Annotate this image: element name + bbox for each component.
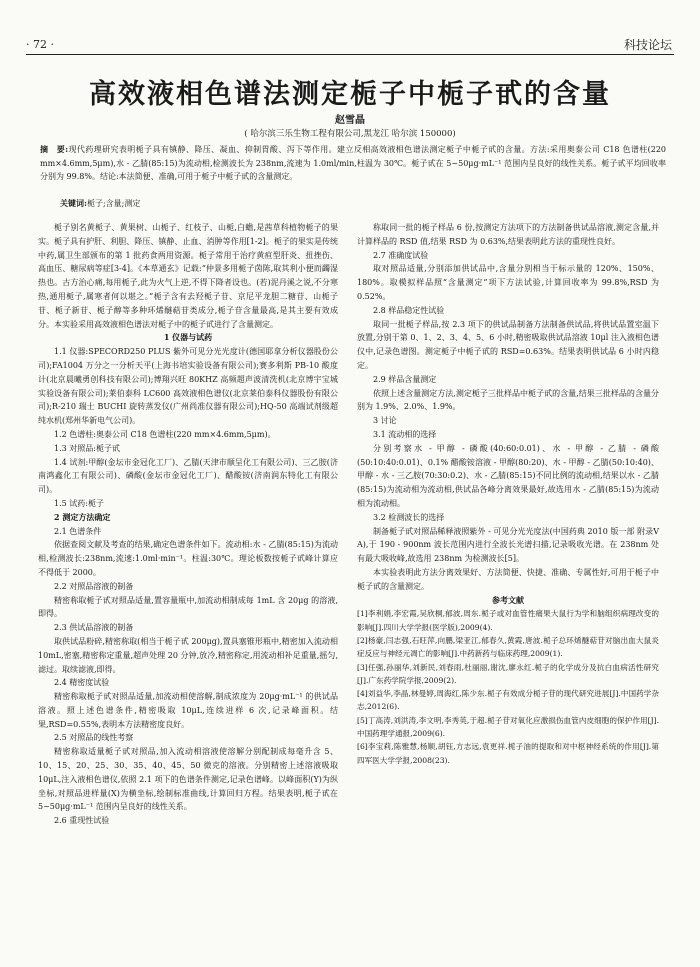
paragraph: 2.4 精密度试验: [54, 678, 110, 688]
paragraph: 3.2 检测波长的选择: [373, 512, 445, 522]
paragraph: 分别考察水 - 甲醇 - 磷酸(40:60:0.01)、水 - 甲醇 - 乙腈 - 磷酸(50:10:40:0.01)、0.1% 醋酸铵溶液 - 甲醇(80:20)、水 - 甲醇 - 乙腈(50:10:40)、甲醇 - 水 - 三乙胺(70:30:0.2)、水 - 乙腈(85:15)不同比例的流动相,结果以水 - 乙腈(85:15)为流动相为流动相,供试品各峰分离效果最好,故选用水 - 乙腈(85:15)为流动相为流动相。: [357, 443, 659, 508]
article-title: 高效液相色谱法测定栀子中栀子甙的含量: [89, 79, 611, 110]
paragraph: 2.2 对照品溶液的制备: [54, 581, 134, 591]
paragraph: 取对照品适量,分别添加供试品中,含量分别相当于标示量的 120%、150%、180%。取模拟样品照“含量测定”项下方法试验,计算回收率为 99.8%,RSD 为 0.52%。: [357, 264, 659, 301]
paragraph: 2.9 样品含量测定: [373, 374, 437, 384]
section-heading: 2 测定方法确定: [54, 511, 111, 522]
reference-item: [5]丁高涛,刘洪涛,李文明,李秀英,于超.栀子苷对氧化应激损伤血管内皮细胞的保护作用[J].中国药理学通报,2009(6).: [357, 715, 659, 738]
reference-item: [3]任强,孙丽华,刘新民,刘春雨,杜丽丽,谢沈,廖永红.栀子的化学成分及抗白血病活性研究[J].广东药学院学报,2009(2).: [357, 662, 659, 685]
page-header: [0, 0, 700, 52]
page-number: · 72 ·: [26, 38, 54, 51]
reference-item: [2]杨豪,闫志强,石旺萍,向鹏,梁亚江,郁春久,黄霞,唐波.栀子总环烯醚萜苷对脑出血大鼠炎症反应与神经元凋亡的影响[J].中药新药与临床药理,2009(1).: [357, 635, 659, 659]
paragraph: 2.6 重现性试验: [54, 816, 110, 826]
paragraph: 2.1 色谱条件: [54, 526, 102, 536]
section-title: 科技论坛: [623, 38, 672, 52]
paragraph: 称取同一批的栀子样品 6 份,按测定方法项下的方法制备供试品溶液,测定含量,并计算样品的 RSD 值,结果 RSD 为 0.63%,结果表明此方法的重现性良好。: [357, 223, 659, 246]
paragraph: 依据查阅文献及考查的结果,确定色谱条件如下。流动相:水 - 乙腈(85:15)为流动相,检测波长:238nm,流速:1.0ml·min⁻¹。柱温:30℃。理论板数按栀子甙峰计算应不得低于 2000。: [38, 540, 338, 577]
keywords-text: 栀子;含量;测定: [86, 199, 141, 208]
paragraph: 依照上述含量测定方法,测定栀子三批样品中栀子甙的含量,结果三批样品的含量分别为 1.9%、2.0%、1.9%。: [357, 388, 659, 412]
keywords: [60, 198, 140, 209]
paragraph: 取供试品粉碎,精密称取(相当于栀子甙 200μg),置具塞锥形瓶中,精密加入流动相 10mL,密塞,精密称定重量,超声处理 20 分钟,放冷,精密称定,用流动相补足重量,摇匀,滤过。取续滤液,即得。: [38, 636, 338, 674]
paragraph: 2.8 样品稳定性试验: [373, 305, 445, 315]
paragraph: 2.5 对照品的线性考察: [54, 733, 134, 743]
author: 赵雪晶: [335, 115, 365, 126]
paragraph: 本实验表明此方法分离效果好、方法简便、快捷、准确、专属性好,可用于栀子中栀子甙的含量测定。: [357, 567, 659, 591]
paragraph: 3 讨论: [373, 416, 397, 426]
paragraph: 1.4 试剂:甲醇(金坛市金冠化工厂)、乙腈(天津市顺呈化工有限公司)、三乙胺(济南鸿鑫化工有限公司)、磷酸(金坛市金冠化工厂)、醋酸铵(济南润东特化工有限公司)。: [38, 457, 338, 495]
paragraph: 3.1 流动相的选择: [373, 429, 437, 439]
right-column: [357, 221, 659, 767]
header-rule: [26, 54, 674, 55]
paragraph: 制备栀子甙对照品稀释液照紫外 - 可见分光光度法(中国药典 2010 版一部 附录Ⅴ A),于 190 - 900nm 波长范围内进行全波长光谱扫描,记录吸收光谱。在 238nm 处有最大吸收峰,故选用 238nm 为检测波长[5]。: [357, 526, 659, 564]
paragraph: 1.2 色谱柱:奥泰公司 C18 色谱柱(220 mm×4.6mm,5μm)。: [54, 429, 276, 439]
paragraph: 精密称取适量栀子甙对照品,加入流动相溶液使溶解分别配制成每毫升含 5、10、15、20、25、30、35、40、45、50 微克的溶液。分别精密上述溶液吸取 10μL,注入液相色谱仪,依照 2.1 项下的色谱条件测定,记录色谱峰。以峰面积(Y)为纵坐标,对照品进样量(X)为横坐标,绘制标准曲线,计算回归方程。结果表明,栀子甙在 5~50μg·mL⁻¹ 范围内呈良好的线性关系。: [38, 747, 338, 812]
paragraph: 2.7 准确度试验: [373, 250, 429, 260]
paragraph: 2.3 供试品溶液的制备: [54, 623, 134, 633]
paragraph: 精密称取栀子甙对照品适量,加流动相使溶解,制成浓度为 20μg·mL⁻¹ 的供试品溶液。照上述色谱条件,精密吸取 10μL,连续进样 6 次,记录峰面积。结果,RSD=0.55%,表明本方法精密度良好。: [38, 692, 338, 729]
paragraph: 1.3 对照品:栀子甙: [54, 443, 120, 453]
abstract-label: 摘 要:: [40, 144, 69, 154]
section-heading: 1 仪器与试药: [163, 332, 213, 343]
abstract: [40, 143, 666, 184]
paragraph: 栀子别名黄栀子、黄果树、山栀子、红枝子、山栀,白蟾,是茜草科植物栀子的果实。栀子具有护肝、利胆、降压、镇静、止血、消肿等作用[1-2]。栀子的果实是传统中药,属卫生部颁布的第 1 批药食两用资源。栀子常用于治疗黄疸型肝炎、扭挫伤、高血压、糖尿病等症[3-4]。《本草通玄》记载:“仲景多用栀子茵陈,取其利小便而蠲湿热也。古方治心痛,每用栀子,此为火气上逆,不得下降者设也。(若)泥丹溪之说,不分寒热,通用栀子,属寒者何以堪之。”栀子含有去羟栀子苷、京尼平龙胆二糖苷、山栀子苷、栀子新苷、栀子醇等多种环烯醚萜苷类成分,栀子苷含量最高,是其主要有效成分。本实验采用高效液相色谱法对栀子中的栀子甙进行了含量测定。: [38, 223, 338, 329]
affiliation: ( 哈尔滨三乐生物工程有限公司,黑龙江 哈尔滨 150000): [244, 129, 456, 139]
paragraph: 精密称取栀子甙对照品适量,置容量瓶中,加流动相制成每 1mL 含 20μg 的溶液,即得。: [38, 595, 338, 619]
paragraph: 取同一批栀子样品,按 2.3 项下的供试品制备方法制备供试品,将供试品置室温下放置,分别于第 0、1、2、3、4、5、6 小时,精密吸取供试品溶液 10μl 注入液相色谱仪中,记录色谱图。测定栀子中栀子甙的 RSD=0.63%。结果表明供试品 6 小时内稳定。: [357, 319, 659, 370]
left-column: [38, 221, 338, 828]
paragraph: 1.5 试药:栀子: [54, 498, 104, 508]
keywords-label: 关键词:: [60, 198, 87, 208]
section-heading: 参考文献: [492, 594, 524, 605]
paragraph: 1.1 仪器:SPECORD250 PLUS 紫外可见分光光度计(德国耶拿分析仪器股份公司);FA1004 万分之一分析天平(上海书培实验设备有限公司);赛多利斯 PB-10 酸度计(北京晨曦勇创科技有限公司);博翔兴旺 80KHZ 高频超声波清洗机(北京博宇宝城实验设备有限公司);莱伯泰科 LC600 高效液相色谱仪(北京莱伯泰科仪器股份有限公司);R-210 瑞士 BUCHI 旋转蒸发仪(广州尚准仪器有限公司);HQ-50 高端试剂级超纯水机(郑州华新电气公司)。: [38, 347, 338, 426]
abstract-text: 现代药理研究表明栀子具有镇静、降压、凝血、抑制胃酸、泻下等作用。建立反相高效液相色谱法测定栀子中栀子甙的含量。方法:采用奥泰公司 C18 色谱柱(220 mm×4.6mm,5μm),水 - 乙腈(85:15)为流动相,检测波长为 238nm,流速为 1.0ml/min,柱温为 30℃。栀子甙在 5~50μg·mL⁻¹ 范围内呈良好的线性关系。栀子甙平均回收率分别为 99.8%。结论:本法简便、准确,可用于栀子中栀子甙的含量测定。: [40, 145, 667, 181]
reference-item: [1]李利娟,李宏霞,吴欣桐,郁波,周东.栀子或对血管性痛果大鼠行为学和脑组织病理改变的影响[J].四川大学学报(医学版),2009(4).: [357, 609, 659, 632]
reference-item: [6]李宝莉,陈雅慧,杨顺,胡钰,方志远,袁更祥.栀子油的提取和对中枢神经系统的作用[J].第四军医大学学报,2008(23).: [357, 742, 659, 765]
reference-item: [4]刘益华,李晶,林曼婷,周海红,陈少东.栀子有效成分栀子苷的现代研究进展[J].中国药学杂志,2012(6).: [357, 689, 659, 712]
